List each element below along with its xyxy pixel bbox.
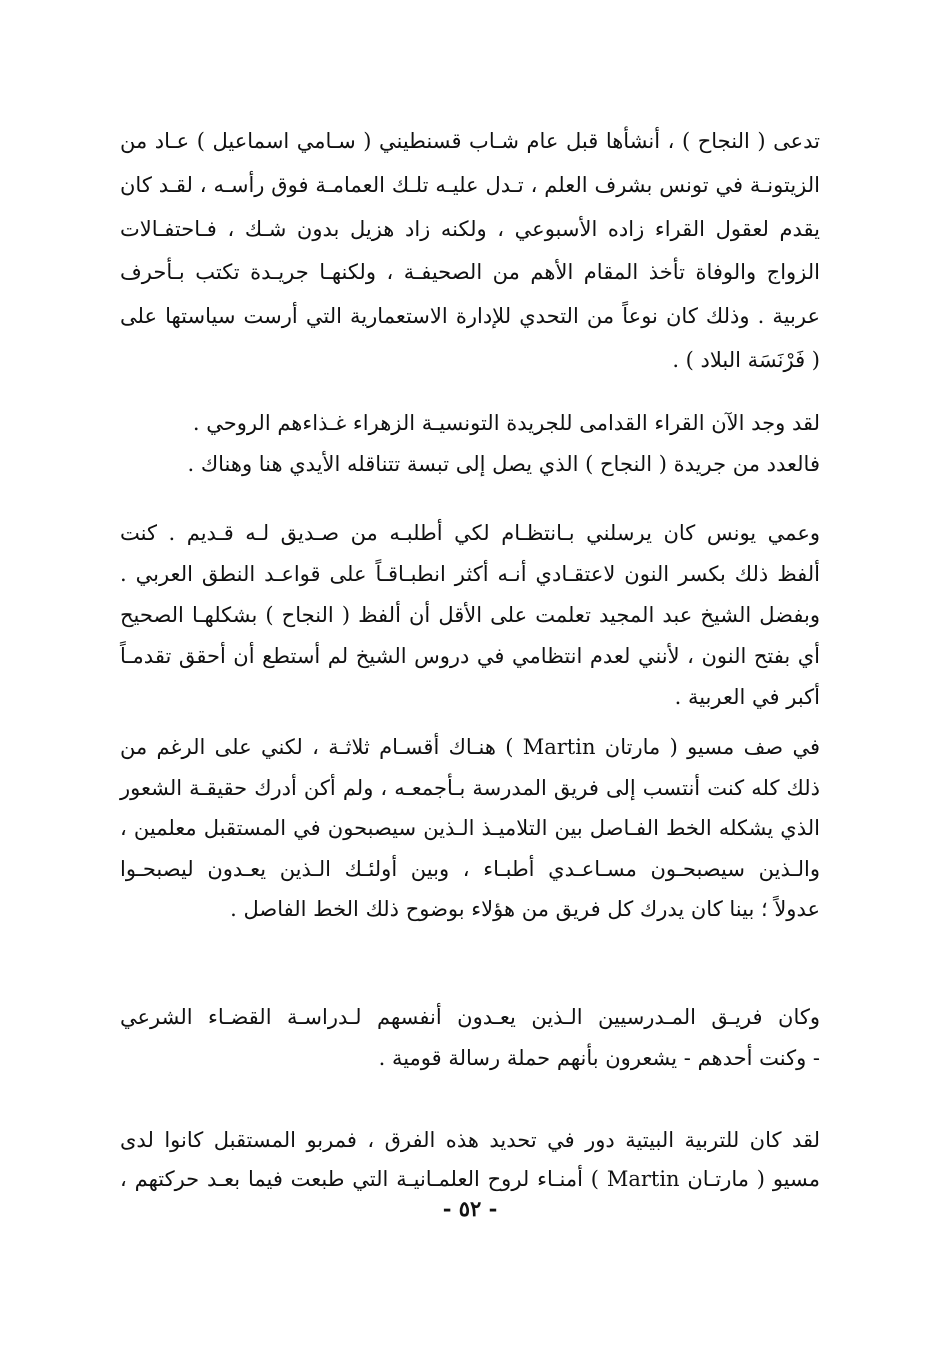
text-line: وكان فريـق المـدرسيين الـذين يعـدون أنفسهم لـدراسـة القضـاء الشرعي: [120, 1005, 820, 1029]
text-line: الذي يشكله الخط الفـاصل بين التلاميـذ الـذين سيصبحون في المستقبل معلمين ،: [120, 816, 820, 840]
text-line: ( فَرْنَسَة البلاد ) .: [672, 347, 820, 372]
text-line: ألفظ ذلك بكسر النون لاعتقـادي أنـه أكثر انطبـاقـاً على قواعـد النطق العربي .: [120, 562, 820, 586]
text-line: عربية . وذلك كان نوعاً من التحدي للإدارة الاستعمارية التي أرست سياستها على: [120, 304, 820, 329]
text-line: يقدم لعقول القراء زاده الأسبوعي ، ولكنه زاد هزيل بدون شـك ، فـاحتفـالات: [120, 216, 820, 241]
text-line: وعمي يونس كان يرسلني بـانتظـام لكي أطلبـه من صـديق لـه قـديم . كنت: [120, 521, 820, 545]
paragraph-6: [120, 1126, 820, 1204]
text-line: لقد وجد الآن القراء القدامى للجريدة التونسيـة الزهراء غـذاءهم الروحي .: [192, 411, 820, 435]
text-line: أكبر في العربية .: [674, 685, 820, 709]
paragraph-1: [120, 127, 820, 390]
paragraph-2: [120, 409, 820, 491]
text-line: الزيتونـة في تونس بشرف العلم ، تـدل عليـه تلـك العمامـة فوق رأسـه ، لقـد كان: [120, 172, 820, 197]
text-line: لقد كان للتربية البيتية دور في تحديد هذه الفرق ، فمربو المستقبل كانوا لدى: [120, 1128, 820, 1152]
text-line: تدعى ( النجاح ) ، أنشأها قبل عام شـاب قسنطيني ( سـامي اسماعيل ) عـاد من: [120, 129, 820, 153]
text-line: مسيو ( مارتـان Martin ) أمنـاء لروح العلمـانيـة التي طبعت فيما بعـد حركتهم ،: [120, 1167, 820, 1191]
text-line: أي بفتح النون ، لأنني لعدم انتظامي في دروس الشيخ لم أستطع أن أحقق تقدمـاً: [120, 644, 820, 668]
page-number: - ٥٢ -: [442, 1196, 498, 1221]
paragraph-3: [120, 519, 820, 724]
text-line: في صف مسيو ( مارتان Martin ) هنـاك أقسـام ثلاثـة ، لكني على الرغم من: [120, 735, 820, 759]
paragraph-5: [120, 1003, 820, 1085]
text-line: والـذين سيصبحـون مسـاعـدي أطبـاء ، وبين أولئـك الـذين يعـدون ليصبحـوا: [120, 856, 820, 881]
text-line: فالعدد من جريدة ( النجاح ) الذي يصل إلى تبسة تتناقله الأيدي هنا وهناك .: [187, 452, 820, 476]
text-line: الزواج والوفاة تأخذ المقام الأهم من الصحيفـة ، ولكنهـا جريـدة تكتب بـأحرف: [120, 260, 820, 285]
text-line: - وكنت أحدهم - يشعرون بأنهم حملة رسالة قومية .: [378, 1046, 820, 1070]
text-line: عدولاً ؛ بينا كان يدرك كل فريق من هؤلاء بوضوح ذلك الخط الفاصل .: [230, 897, 820, 921]
text-line: وبفضل الشيخ عبد المجيد تعلمت على الأقل أن ألفظ ( النجاح ) بشكلهـا الصحيح: [120, 603, 820, 627]
paragraph-4: [120, 733, 820, 936]
text-line: ذلك كله كنت أنتسب إلى فريق المدرسة بـأجمعـه ، ولم أكن أدرك حقيقـة الشعور: [120, 775, 820, 800]
